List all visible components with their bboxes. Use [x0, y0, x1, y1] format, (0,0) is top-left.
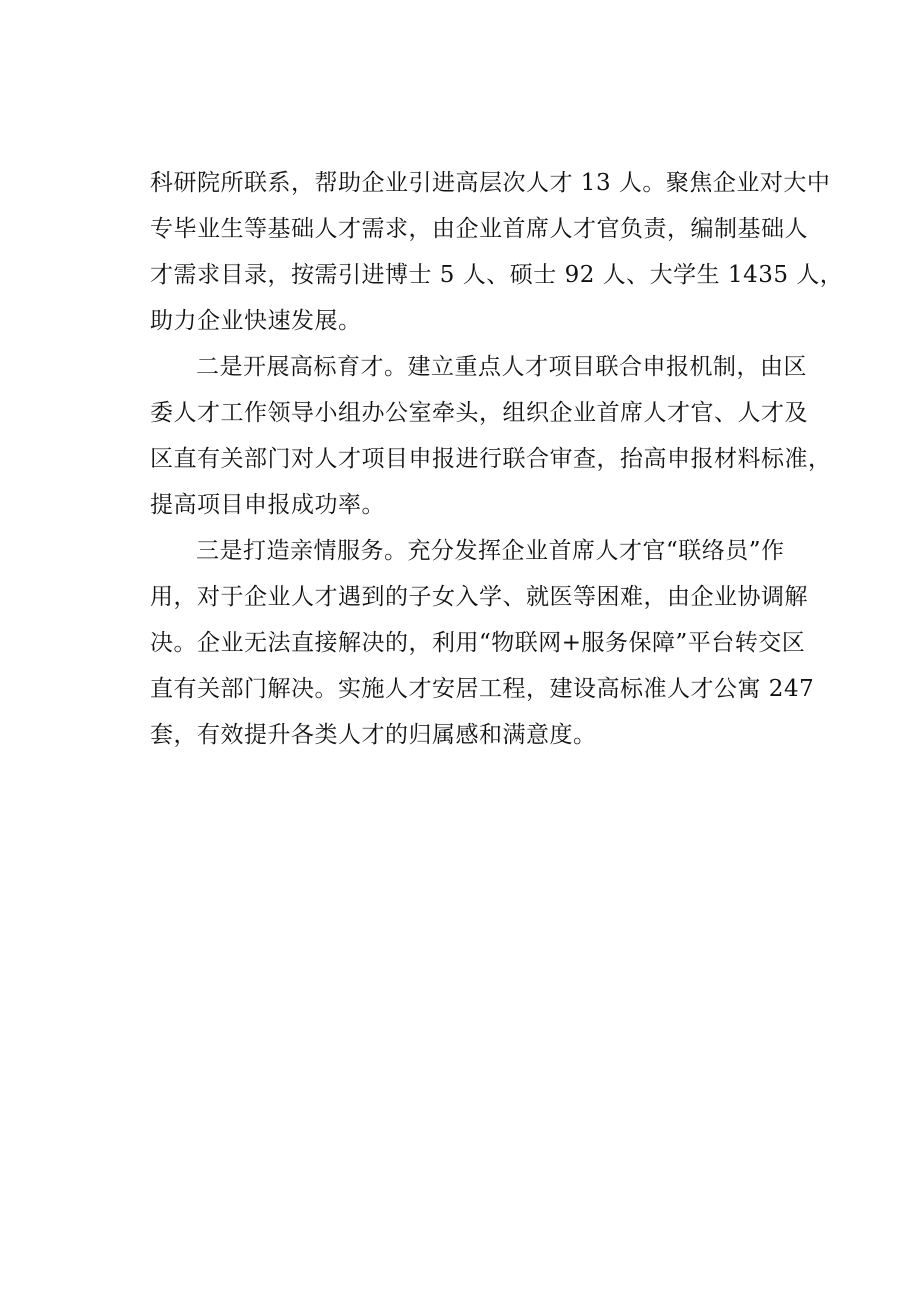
document-body: [150, 160, 844, 758]
text-line: 助力企业快速发展。: [150, 308, 362, 334]
text-line: 用，对于企业人才遇到的子女入学、就医等困难，由企业协调解: [150, 584, 808, 610]
paragraph-first-line: 二是开展高标育才。建立重点人才项目联合申报机制，由区: [196, 354, 807, 380]
text-line: 委人才工作领导小组办公室牵头，组织企业首席人才官、人才及: [150, 400, 808, 426]
text-line: 才需求目录，按需引进博士 5 人、硕士 92 人、大学生 1435 人，: [150, 262, 844, 288]
paragraph-first-line: 三是打造亲情服务。充分发挥企业首席人才官“联络员”作: [196, 538, 785, 564]
text-line: 决。企业无法直接解决的，利用“物联网+服务保障”平台转交区: [150, 630, 806, 656]
text-line: 专毕业生等基础人才需求，由企业首席人才官负责，编制基础人: [150, 216, 808, 242]
text-line: 直有关部门解决。实施人才安居工程，建设高标准人才公寓 247: [150, 676, 815, 702]
text-line: 套，有效提升各类人才的归属感和满意度。: [150, 722, 597, 748]
text-line: 提高项目申报成功率。: [150, 492, 385, 518]
text-line: 区直有关部门对人才项目申报进行联合审查，抬高申报材料标准，: [150, 446, 832, 472]
text-line: 科研院所联系，帮助企业引进高层次人才 13 人。聚焦企业对大中: [150, 170, 831, 196]
